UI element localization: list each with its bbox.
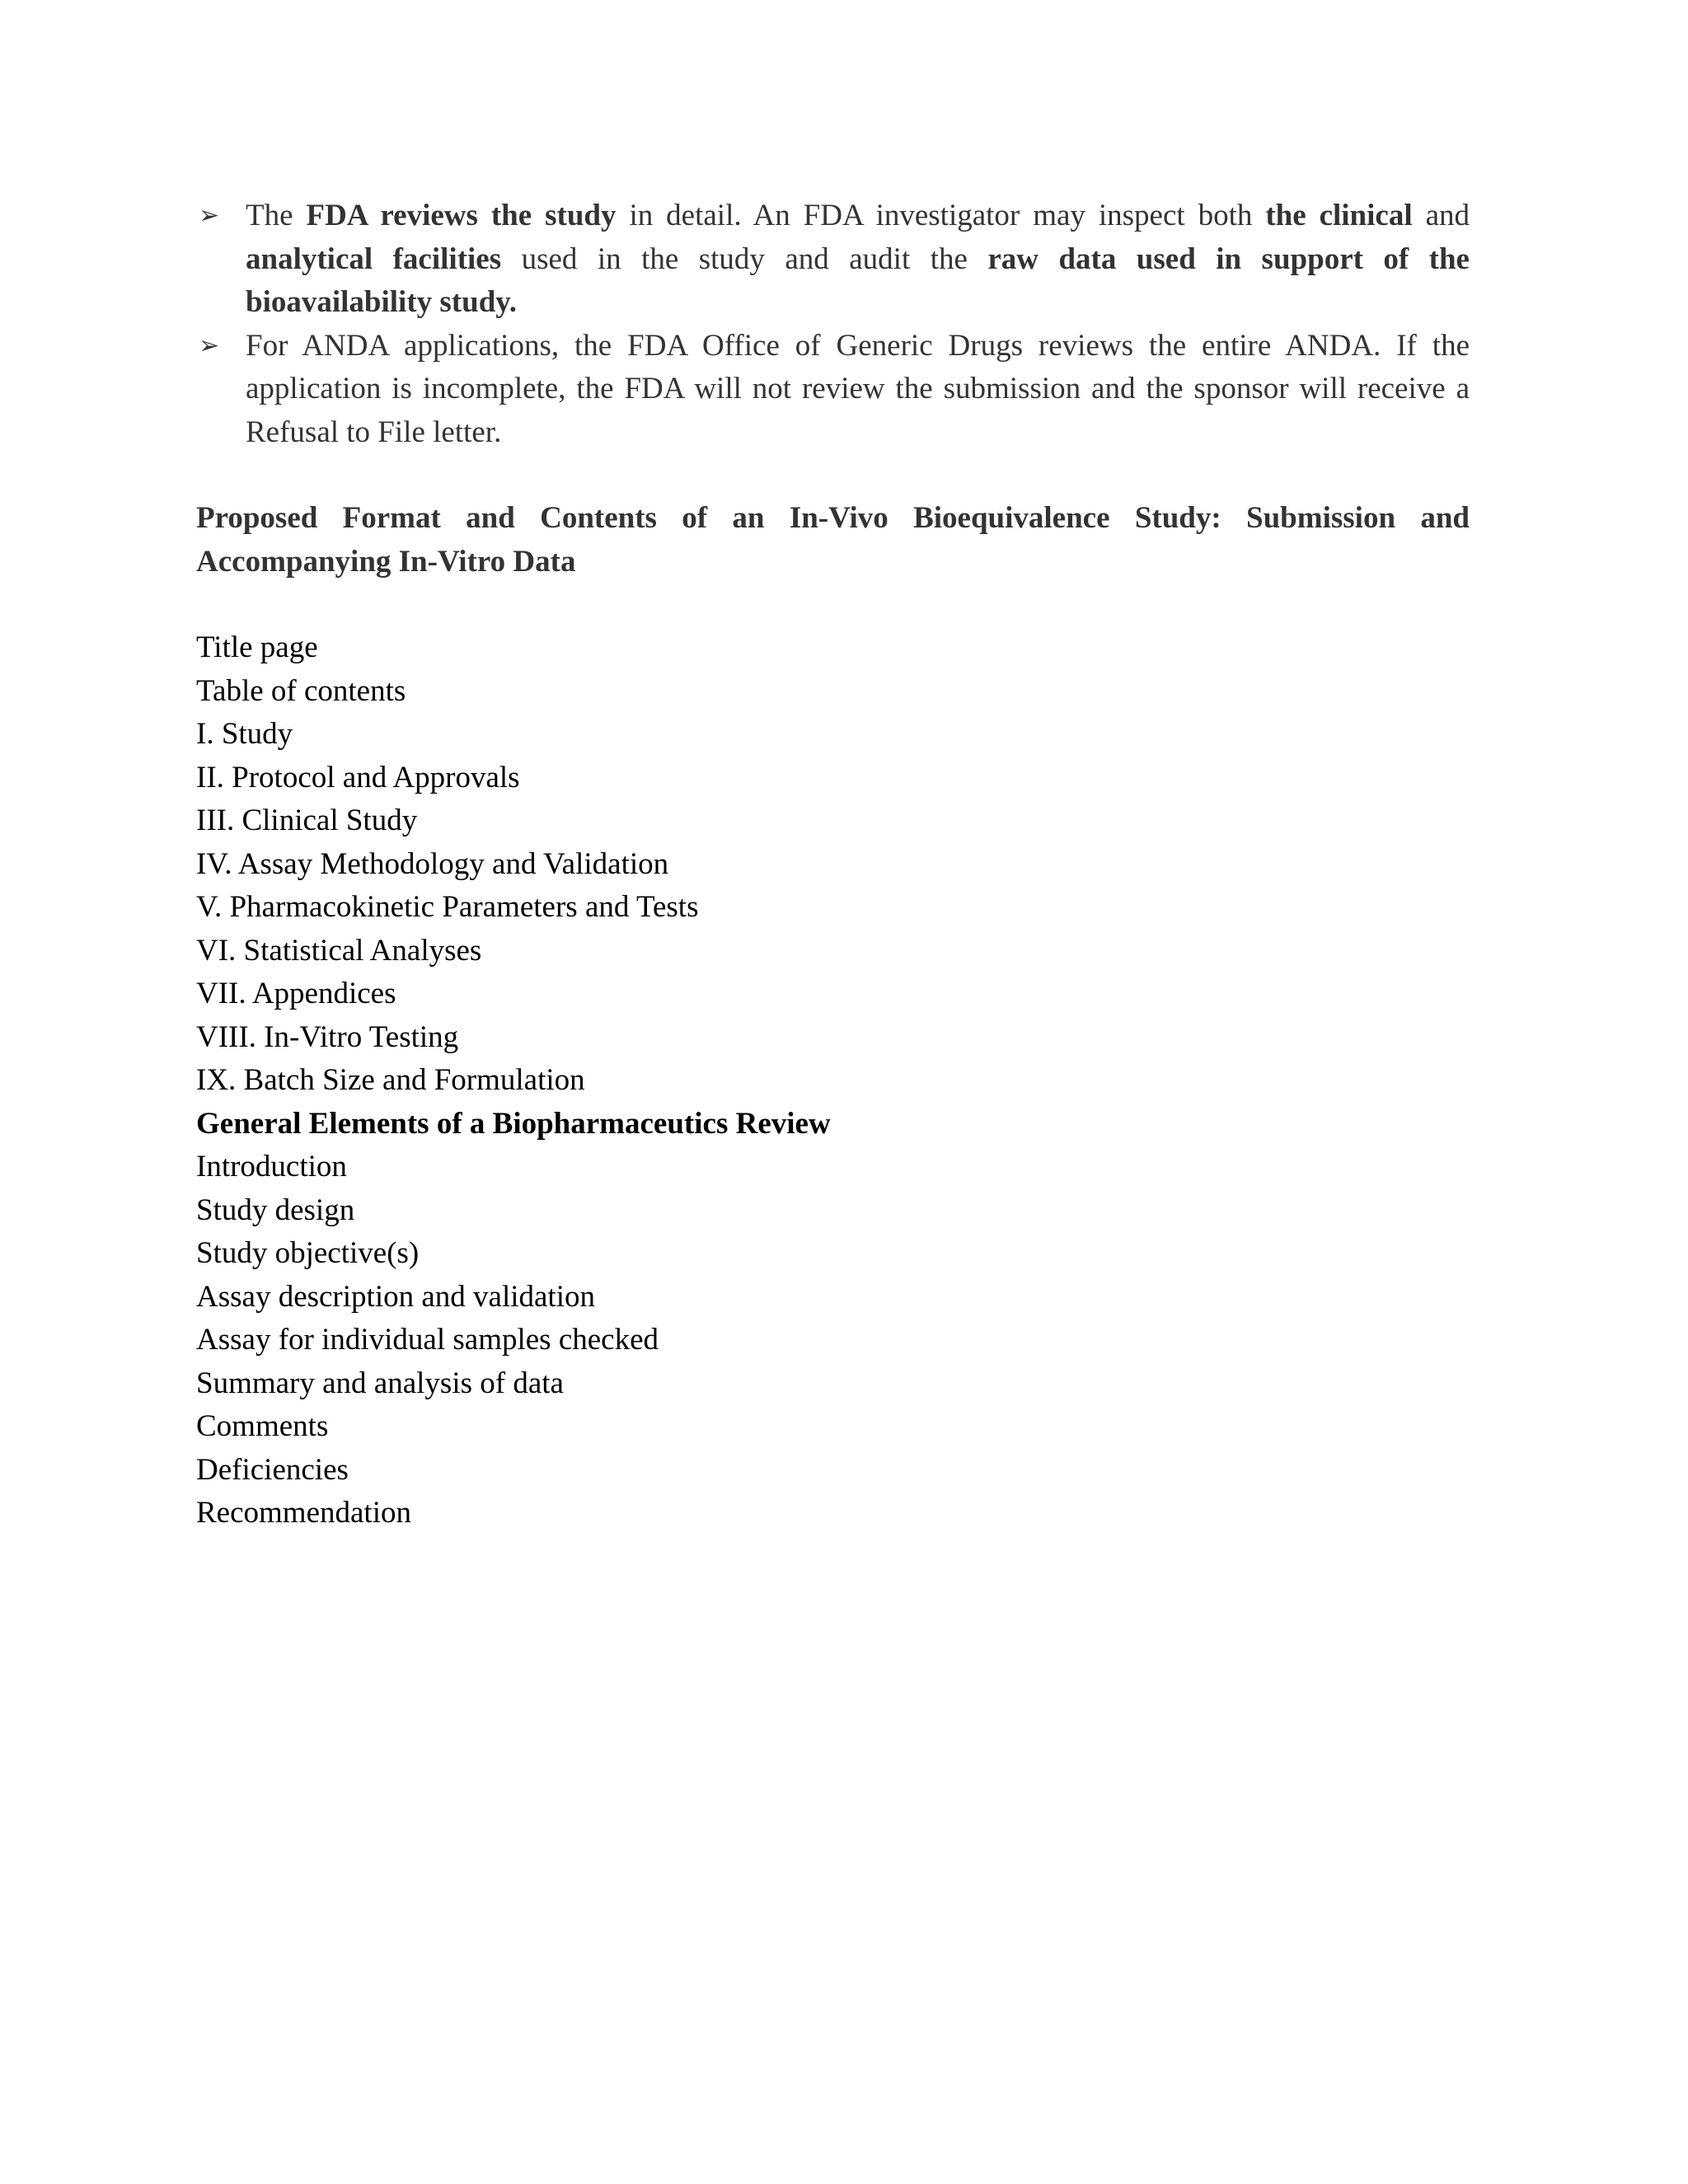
contents-item: Introduction (196, 1150, 347, 1183)
contents-list (196, 626, 1470, 1535)
bold-text-run: the clinical (1265, 199, 1413, 232)
contents-item: Assay description and validation (196, 1279, 595, 1314)
contents-item: Study design (196, 1193, 355, 1227)
bold-text-run: analytical facilities (246, 241, 502, 276)
arrow-bullet-icon: ➢ (199, 330, 220, 360)
bullet-list (196, 194, 1470, 454)
contents-item: III. Clinical Study (196, 804, 418, 837)
bullet-text (246, 199, 1470, 319)
contents-item: Assay for individual samples checked (196, 1323, 659, 1357)
section-heading: Proposed Format and Contents of an In-Vivo Bioequivalence Study: Submission and Accompanying In-Vitro Data (196, 501, 1470, 579)
bullet-item-anda (196, 325, 1470, 455)
document-page (196, 194, 1470, 1535)
contents-item: V. Pharmacokinetic Parameters and Tests (196, 890, 699, 924)
text-run: The (246, 199, 307, 232)
bullet-item-fda-review (196, 194, 1470, 325)
contents-item: Summary and analysis of data (196, 1366, 564, 1400)
contents-item: Study objective(s) (196, 1236, 420, 1270)
contents-item: II. Protocol and Approvals (196, 760, 520, 794)
contents-item: Title page (196, 630, 318, 664)
contents-item: IV. Assay Methodology and Validation (196, 846, 669, 881)
bold-text-run: FDA reviews the study (306, 199, 617, 232)
text-run: in detail. An FDA investigator may inspect both (616, 199, 1266, 232)
contents-item: IX. Batch Size and Formulation (196, 1063, 585, 1097)
contents-item: Table of contents (196, 673, 406, 708)
contents-item: Deficiencies (196, 1452, 349, 1487)
text-run: and (1412, 199, 1470, 232)
subsection-heading: General Elements of a Biopharmaceutics Review (196, 1106, 831, 1141)
bold-text-run: raw data used in support of the bioavailability study. (246, 241, 1470, 319)
bullet-text: For ANDA applications, the FDA Office of Generic Drugs reviews the entire ANDA. If the application is incomplete, the FDA will not review the submission and the sponsor will receive a Refusal to File letter. (246, 328, 1470, 449)
contents-item: Recommendation (196, 1496, 411, 1530)
contents-item: Comments (196, 1409, 329, 1443)
contents-item: VII. Appendices (196, 977, 396, 1010)
text-run: used in the study and audit the (501, 241, 988, 276)
contents-item: VIII. In-Vitro Testing (196, 1019, 459, 1054)
contents-item: I. Study (196, 717, 293, 751)
contents-item: VI. Statistical Analyses (196, 933, 482, 968)
arrow-bullet-icon: ➢ (199, 201, 220, 230)
